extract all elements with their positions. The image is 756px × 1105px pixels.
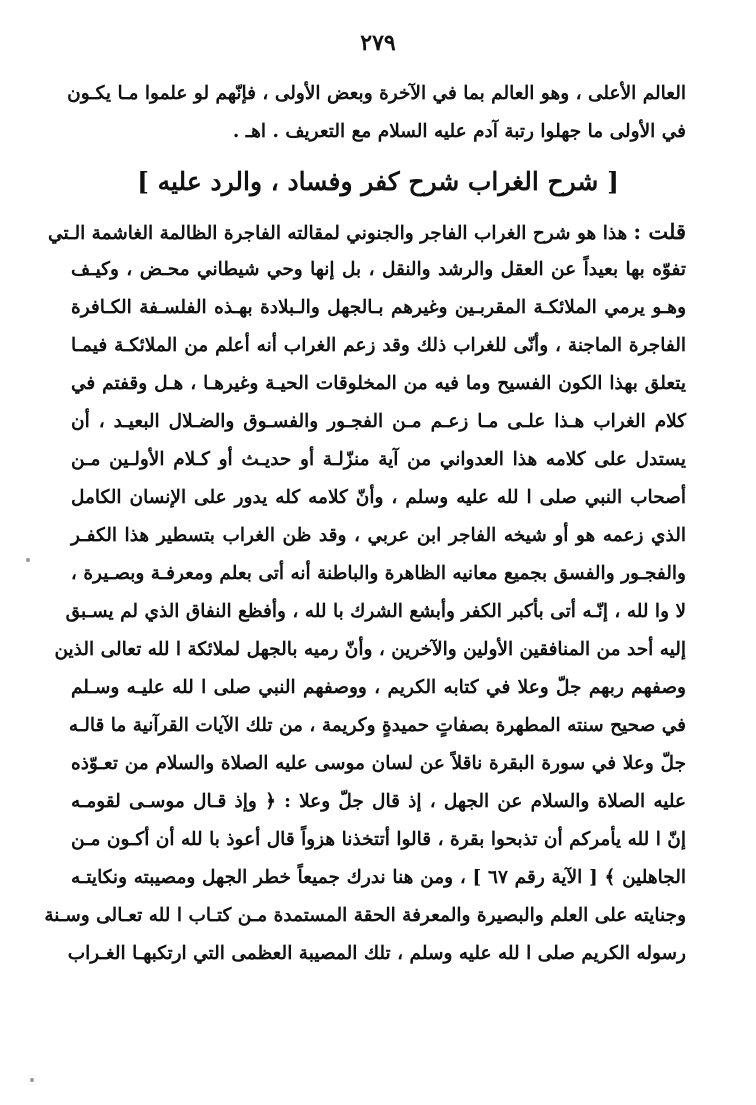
text-line: وجنايته على العلم والبصيرة والمعرفة الحقة المستمدة مـن كتـاب ا لله تعـالى وسـنة (44, 905, 686, 926)
text-line: يتعلق بهذا الكون الفسيح وما فيه من المخلوقات الحيـة وغيرهـا ، هـل وقفتم في (71, 373, 686, 394)
page-number: ٢٧٩ (360, 30, 396, 56)
text-line: في الأولى ما جهلوا رتبة آدم عليه السلام مع التعريف . اهـ . (232, 121, 686, 142)
section-heading: [ شرح الغراب شرح كفر وفساد ، والرد عليه ] (137, 167, 619, 196)
text-line: رسوله الكريم صلى ا لله عليه وسلم ، تلك المصيبة العظمى التي ارتكبهـا الغـراب (67, 943, 686, 964)
text-line: كلام الغراب هـذا علـى مـا زعـم مـن الفجـور والفسـوق والضـلال البعيـد ، أن (71, 411, 686, 432)
text-line: في صحيح سنته المطهرة بصفاتٍ حميدةٍ وكريمة ، من تلك الآيات القرآنية ما قالـه (68, 715, 686, 736)
text-line: عليه الصلاة والسلام عن الجهل ، إذ قال جلّ وعلا : ﴿ وإذ قـال موسـى لقومـه (71, 791, 686, 812)
text-line: إليه أحد من المنافقين الأولين والآخرين ، وأنّ رميه بالجهل لملائكة ا لله تعالى الذين (54, 639, 686, 660)
text-line: تفوّه بها بعيداً عن العقل والرشد والنقل ، بل إنها وحي شيطاني محـض ، وكيـف (71, 259, 686, 280)
lead-word: قلت : (633, 219, 686, 244)
text-line: الذي زعمه هو أو شيخه الفاجر ابن عربي ، وقد ظن الغراب بتسطير هذا الكفـر (71, 525, 686, 546)
text-line: يستدل على كلامه هذا العدواني من آية منزّلـة أو حديـث أو كـلام الأولـين مـن (71, 449, 686, 470)
scan-speck (26, 558, 30, 562)
text-line: إنّ ا لله يأمركم أن تذبحوا بقرة ، قالوا أتتخذنا هزواً قال أعوذ با لله أن أكـون مـن (71, 829, 686, 850)
text-line: لا وا لله ، إنّـه أتى بأكبر الكفر وأبشع الشرك با لله ، وأفظع النفاق الذي لم يسـبق (65, 601, 686, 622)
main-paragraph (44, 213, 686, 973)
text-line: العالم الأعلى ، وهو العالم بما في الآخرة وبعض الأولى ، فإنّهم لو علموا مـا يكـون (67, 83, 686, 104)
text-line: الفاجرة الماجنة ، وأنّى للغراب ذلك وقد زعم الغراب أنه أعلم من الملائكـة فيمـا (71, 335, 686, 356)
text-line: جلّ وعلا في سورة البقرة ناقلاً عن لسان موسى عليه الصلاة والسلام من تعـوّذه (71, 753, 686, 774)
text-line: والفجـور والفسق بجميع معانيه الظاهرة والباطنة أنه أتى بعلم ومعرفـة وبصـيرة ، (70, 563, 686, 584)
text-line: أصحاب النبي صلى ا لله عليه وسلم ، وأنّ كلامه كله يدور على الإنسان الكامل (71, 487, 686, 508)
text-line-first (48, 213, 686, 251)
text-line: الجاهلين ﴾ [ الآية رقم ٦٧ ] ، ومن هنا ندرك جميعاً خطر الجهل ومصيبته ونكايتـه (71, 867, 686, 888)
intro-paragraph (67, 75, 686, 151)
text-line: وصفهم ربهم جلّ وعلا في كتابه الكريم ، ووصفهم النبي صلى ا لله عليـه وسـلم (71, 677, 686, 698)
first-line-text: هذا هو شرح الغراب الفاجر والجنوني لمقالته الفاجرة الظالمة الغاشمة الـتي (48, 223, 628, 244)
scan-speck (30, 1078, 34, 1082)
text-line: وهـو يرمي الملائكـة المقربـين وغيرهم بـالجهل والـبلادة بهـذه الفلسـفة الكـافرة (71, 297, 686, 318)
